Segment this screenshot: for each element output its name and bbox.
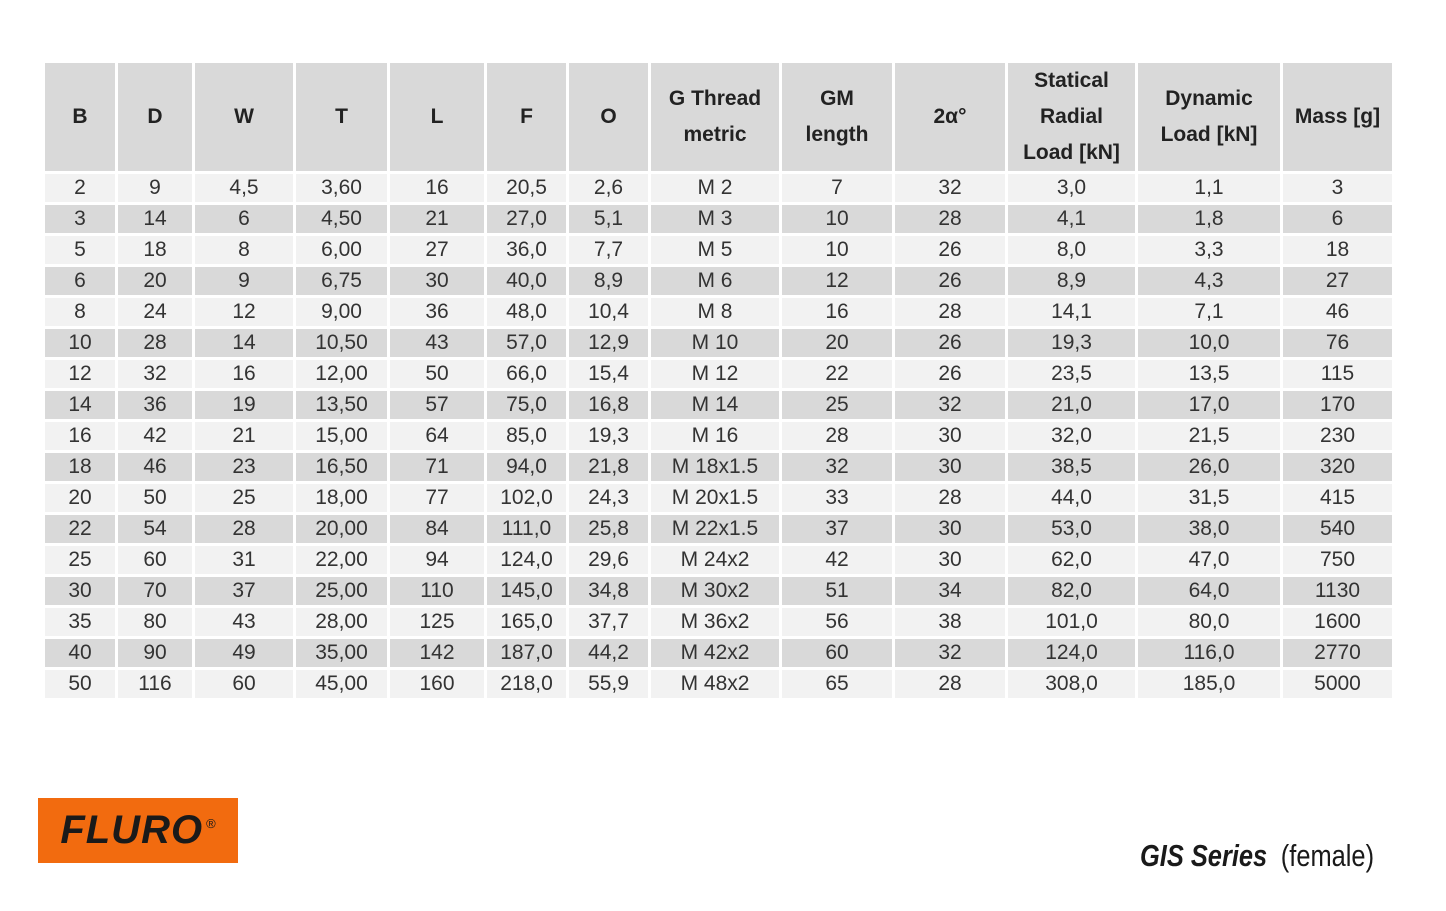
table-cell: 3,60 xyxy=(295,173,389,204)
table-cell: 85,0 xyxy=(486,421,568,452)
table-cell: 37 xyxy=(781,514,894,545)
table-cell: 142 xyxy=(389,638,486,669)
table-cell: 8,9 xyxy=(1007,266,1137,297)
table-cell: 56 xyxy=(781,607,894,638)
table-cell: 49 xyxy=(194,638,295,669)
table-row xyxy=(44,607,1394,638)
table-cell: 65 xyxy=(781,669,894,700)
column-header xyxy=(894,62,1007,173)
table-row xyxy=(44,421,1394,452)
table-cell: 46 xyxy=(1282,297,1394,328)
specification-table xyxy=(42,60,1395,701)
table-cell: 47,0 xyxy=(1137,545,1282,576)
table-cell: 110 xyxy=(389,576,486,607)
table-cell: 29,6 xyxy=(568,545,650,576)
table-cell: 28,00 xyxy=(295,607,389,638)
table-cell: 26 xyxy=(894,359,1007,390)
table-cell: M 20x1.5 xyxy=(650,483,781,514)
table-cell: 24,3 xyxy=(568,483,650,514)
table-cell: 36 xyxy=(117,390,194,421)
table-cell: 10,0 xyxy=(1137,328,1282,359)
table-cell: 48,0 xyxy=(486,297,568,328)
table-cell: 46 xyxy=(117,452,194,483)
table-cell: M 22x1.5 xyxy=(650,514,781,545)
table-row xyxy=(44,204,1394,235)
table-cell: 44,0 xyxy=(1007,483,1137,514)
column-header xyxy=(44,62,117,173)
table-cell: 40,0 xyxy=(486,266,568,297)
table-cell: 25,8 xyxy=(568,514,650,545)
table-cell: 320 xyxy=(1282,452,1394,483)
table-cell: 64,0 xyxy=(1137,576,1282,607)
column-header-line: L xyxy=(430,105,444,128)
table-cell: 21,5 xyxy=(1137,421,1282,452)
table-cell: 7,1 xyxy=(1137,297,1282,328)
table-cell: 7 xyxy=(781,173,894,204)
table-cell: 1130 xyxy=(1282,576,1394,607)
table-cell: 22 xyxy=(781,359,894,390)
table-cell: 62,0 xyxy=(1007,545,1137,576)
table-cell: 9 xyxy=(194,266,295,297)
column-header xyxy=(1137,62,1282,173)
table-cell: 185,0 xyxy=(1137,669,1282,700)
column-header xyxy=(650,62,781,173)
table-cell: 6 xyxy=(194,204,295,235)
table-cell: 18,00 xyxy=(295,483,389,514)
column-header-line: Load [kN] xyxy=(1023,141,1120,164)
table-cell: M 3 xyxy=(650,204,781,235)
table-row xyxy=(44,576,1394,607)
column-header-line: F xyxy=(520,105,533,128)
table-cell: 3 xyxy=(44,204,117,235)
table-cell: M 2 xyxy=(650,173,781,204)
table-row xyxy=(44,235,1394,266)
column-header-line: length xyxy=(805,123,869,146)
table-cell: 8 xyxy=(44,297,117,328)
table-cell: 30 xyxy=(894,452,1007,483)
table-cell: 27,0 xyxy=(486,204,568,235)
table-row xyxy=(44,297,1394,328)
table-cell: 25 xyxy=(194,483,295,514)
table-cell: 24 xyxy=(117,297,194,328)
table-cell: 10 xyxy=(781,235,894,266)
table-cell: 6,75 xyxy=(295,266,389,297)
table-cell: 28 xyxy=(894,483,1007,514)
table-cell: 101,0 xyxy=(1007,607,1137,638)
table-cell: 31 xyxy=(194,545,295,576)
table-cell: 38 xyxy=(894,607,1007,638)
table-row xyxy=(44,452,1394,483)
table-cell: 5 xyxy=(44,235,117,266)
table-cell: 18 xyxy=(117,235,194,266)
table-cell: 54 xyxy=(117,514,194,545)
table-cell: 26 xyxy=(894,328,1007,359)
column-header xyxy=(1007,62,1137,173)
table-body xyxy=(44,173,1394,700)
column-header-line: G Thread xyxy=(668,87,762,110)
table-cell: 18 xyxy=(44,452,117,483)
table-cell: 27 xyxy=(389,235,486,266)
table-cell: 57,0 xyxy=(486,328,568,359)
table-cell: 26 xyxy=(894,266,1007,297)
table-cell: 77 xyxy=(389,483,486,514)
table-cell: 9,00 xyxy=(295,297,389,328)
table-cell: 30 xyxy=(389,266,486,297)
table-cell: 57 xyxy=(389,390,486,421)
table-cell: 16 xyxy=(389,173,486,204)
table-cell: 20,5 xyxy=(486,173,568,204)
table-cell: M 24x2 xyxy=(650,545,781,576)
table-cell: 7,7 xyxy=(568,235,650,266)
table-cell: 14 xyxy=(117,204,194,235)
table-cell: 36,0 xyxy=(486,235,568,266)
table-cell: 30 xyxy=(894,421,1007,452)
table-cell: 16 xyxy=(781,297,894,328)
table-cell: 14 xyxy=(44,390,117,421)
table-cell: 12 xyxy=(781,266,894,297)
table-cell: 55,9 xyxy=(568,669,650,700)
table-cell: 60 xyxy=(194,669,295,700)
table-cell: 165,0 xyxy=(486,607,568,638)
column-header xyxy=(568,62,650,173)
table-cell: M 6 xyxy=(650,266,781,297)
table-cell: 37 xyxy=(194,576,295,607)
table-cell: 32 xyxy=(894,390,1007,421)
table-row xyxy=(44,514,1394,545)
table-cell: 26 xyxy=(894,235,1007,266)
table-cell: 750 xyxy=(1282,545,1394,576)
table-cell: 31,5 xyxy=(1137,483,1282,514)
table-cell: 4,5 xyxy=(194,173,295,204)
table-cell: 4,50 xyxy=(295,204,389,235)
table-cell: 8,9 xyxy=(568,266,650,297)
column-header-line: Load [kN] xyxy=(1160,123,1258,146)
table-cell: 10 xyxy=(781,204,894,235)
table-cell: 145,0 xyxy=(486,576,568,607)
table-cell: 20 xyxy=(781,328,894,359)
table-cell: 16 xyxy=(194,359,295,390)
table-cell: 124,0 xyxy=(1007,638,1137,669)
table-cell: 80,0 xyxy=(1137,607,1282,638)
table-cell: 70 xyxy=(117,576,194,607)
table-cell: 76 xyxy=(1282,328,1394,359)
table-cell: 53,0 xyxy=(1007,514,1137,545)
table-cell: 17,0 xyxy=(1137,390,1282,421)
table-cell: 94 xyxy=(389,545,486,576)
registered-mark: ® xyxy=(206,816,216,831)
table-cell: 9 xyxy=(117,173,194,204)
table-cell: 50 xyxy=(117,483,194,514)
table-cell: 50 xyxy=(389,359,486,390)
table-cell: 32 xyxy=(781,452,894,483)
table-cell: 14,1 xyxy=(1007,297,1137,328)
table-cell: 38,0 xyxy=(1137,514,1282,545)
table-cell: 36 xyxy=(389,297,486,328)
table-cell: 30 xyxy=(44,576,117,607)
table-cell: 80 xyxy=(117,607,194,638)
table-cell: 4,3 xyxy=(1137,266,1282,297)
table-row xyxy=(44,173,1394,204)
table-cell: 37,7 xyxy=(568,607,650,638)
table-row xyxy=(44,266,1394,297)
table-cell: 21 xyxy=(389,204,486,235)
table-cell: 3,0 xyxy=(1007,173,1137,204)
column-header-line: GM xyxy=(820,87,854,110)
table-cell: M 5 xyxy=(650,235,781,266)
column-header-line: Mass [g] xyxy=(1294,105,1381,128)
table-cell: 218,0 xyxy=(486,669,568,700)
table-cell: 540 xyxy=(1282,514,1394,545)
table-cell: 28 xyxy=(117,328,194,359)
table-cell: 34 xyxy=(894,576,1007,607)
table-cell: 82,0 xyxy=(1007,576,1137,607)
table-cell: 16,50 xyxy=(295,452,389,483)
table-cell: 28 xyxy=(894,669,1007,700)
table-cell: 22,00 xyxy=(295,545,389,576)
logo-text: FLURO xyxy=(60,808,204,852)
table-cell: 16 xyxy=(44,421,117,452)
table-cell: 21,8 xyxy=(568,452,650,483)
table-cell: 27 xyxy=(1282,266,1394,297)
table-cell: 23,5 xyxy=(1007,359,1137,390)
column-header-line: Dynamic xyxy=(1165,87,1253,110)
table-row xyxy=(44,545,1394,576)
table-cell: 2,6 xyxy=(568,173,650,204)
table-cell: 30 xyxy=(894,545,1007,576)
table-cell: 8,0 xyxy=(1007,235,1137,266)
column-header-line: O xyxy=(600,105,617,128)
table-cell: 25 xyxy=(44,545,117,576)
table-cell: 75,0 xyxy=(486,390,568,421)
table-cell: 3 xyxy=(1282,173,1394,204)
column-header-line: Statical xyxy=(1034,69,1109,92)
table-cell: 32,0 xyxy=(1007,421,1137,452)
column-header xyxy=(1282,62,1394,173)
table-cell: 20,00 xyxy=(295,514,389,545)
table-cell: 12 xyxy=(44,359,117,390)
table-cell: 12 xyxy=(194,297,295,328)
table-cell: M 42x2 xyxy=(650,638,781,669)
table-cell: 94,0 xyxy=(486,452,568,483)
table-cell: M 36x2 xyxy=(650,607,781,638)
column-header-line: metric xyxy=(683,123,747,146)
table-cell: 3,3 xyxy=(1137,235,1282,266)
column-header xyxy=(781,62,894,173)
table-cell: 15,00 xyxy=(295,421,389,452)
header-row xyxy=(44,62,1394,173)
table-cell: 21 xyxy=(194,421,295,452)
table-cell: 102,0 xyxy=(486,483,568,514)
table-cell: 6 xyxy=(1282,204,1394,235)
series-caption xyxy=(1140,838,1374,874)
table-cell: 13,5 xyxy=(1137,359,1282,390)
table-cell: 415 xyxy=(1282,483,1394,514)
table-cell: M 10 xyxy=(650,328,781,359)
table-cell: 5000 xyxy=(1282,669,1394,700)
table-cell: 43 xyxy=(389,328,486,359)
table-cell: 20 xyxy=(44,483,117,514)
table-cell: 2 xyxy=(44,173,117,204)
table-cell: 10,4 xyxy=(568,297,650,328)
column-header-line: W xyxy=(234,105,254,128)
table-cell: 308,0 xyxy=(1007,669,1137,700)
table-cell: 111,0 xyxy=(486,514,568,545)
table-cell: 64 xyxy=(389,421,486,452)
table-cell: 160 xyxy=(389,669,486,700)
table-cell: 23 xyxy=(194,452,295,483)
table-cell: 8 xyxy=(194,235,295,266)
column-header-line: B xyxy=(72,105,88,128)
table-row xyxy=(44,669,1394,700)
column-header xyxy=(117,62,194,173)
table-cell: 40 xyxy=(44,638,117,669)
table-cell: 19,3 xyxy=(568,421,650,452)
table-cell: 22 xyxy=(44,514,117,545)
table-cell: 115 xyxy=(1282,359,1394,390)
series-name: GIS Series xyxy=(1140,838,1268,873)
table-row xyxy=(44,390,1394,421)
table-cell: 42 xyxy=(781,545,894,576)
table-cell: 15,4 xyxy=(568,359,650,390)
column-header-line: T xyxy=(335,105,348,128)
table-cell: 33 xyxy=(781,483,894,514)
table-cell: 26,0 xyxy=(1137,452,1282,483)
table-cell: 5,1 xyxy=(568,204,650,235)
table-cell: 18 xyxy=(1282,235,1394,266)
column-header-line: D xyxy=(147,105,163,128)
table-cell: M 8 xyxy=(650,297,781,328)
column-header xyxy=(389,62,486,173)
table-cell: 1,8 xyxy=(1137,204,1282,235)
table-cell: 4,1 xyxy=(1007,204,1137,235)
table-cell: 50 xyxy=(44,669,117,700)
table-cell: 42 xyxy=(117,421,194,452)
fluro-logo xyxy=(38,798,238,863)
column-header xyxy=(486,62,568,173)
table-cell: 170 xyxy=(1282,390,1394,421)
table-cell: M 48x2 xyxy=(650,669,781,700)
table-cell: 13,50 xyxy=(295,390,389,421)
table-cell: 1,1 xyxy=(1137,173,1282,204)
table-row xyxy=(44,483,1394,514)
table-cell: 116,0 xyxy=(1137,638,1282,669)
table-cell: 10 xyxy=(44,328,117,359)
table-row xyxy=(44,359,1394,390)
table-row xyxy=(44,638,1394,669)
table-cell: 35 xyxy=(44,607,117,638)
table-cell: 14 xyxy=(194,328,295,359)
column-header-line: 2α° xyxy=(933,105,967,128)
column-header xyxy=(295,62,389,173)
table-cell: M 14 xyxy=(650,390,781,421)
table-cell: 10,50 xyxy=(295,328,389,359)
table-cell: 28 xyxy=(894,204,1007,235)
table-cell: 43 xyxy=(194,607,295,638)
table-cell: 12,00 xyxy=(295,359,389,390)
table-cell: 38,5 xyxy=(1007,452,1137,483)
table-cell: 51 xyxy=(781,576,894,607)
table-row xyxy=(44,328,1394,359)
table-cell: 44,2 xyxy=(568,638,650,669)
table-cell: 25,00 xyxy=(295,576,389,607)
table-cell: 30 xyxy=(894,514,1007,545)
table-cell: 28 xyxy=(194,514,295,545)
table-cell: 60 xyxy=(117,545,194,576)
table-cell: M 12 xyxy=(650,359,781,390)
table-cell: 6,00 xyxy=(295,235,389,266)
table-cell: 35,00 xyxy=(295,638,389,669)
table-cell: 32 xyxy=(894,638,1007,669)
table-cell: 90 xyxy=(117,638,194,669)
table-cell: 1600 xyxy=(1282,607,1394,638)
table-cell: M 30x2 xyxy=(650,576,781,607)
column-header-line: Radial xyxy=(1039,105,1104,128)
table-cell: 230 xyxy=(1282,421,1394,452)
column-header xyxy=(194,62,295,173)
table-cell: 21,0 xyxy=(1007,390,1137,421)
table-cell: 32 xyxy=(117,359,194,390)
table-cell: M 16 xyxy=(650,421,781,452)
table-cell: 28 xyxy=(781,421,894,452)
table-cell: 16,8 xyxy=(568,390,650,421)
table-cell: 60 xyxy=(781,638,894,669)
table-cell: 19,3 xyxy=(1007,328,1137,359)
table-cell: 20 xyxy=(117,266,194,297)
table-cell: 71 xyxy=(389,452,486,483)
table-cell: 84 xyxy=(389,514,486,545)
table-cell: 66,0 xyxy=(486,359,568,390)
table-cell: 28 xyxy=(894,297,1007,328)
table-header xyxy=(44,62,1394,173)
table-cell: 45,00 xyxy=(295,669,389,700)
table-cell: 125 xyxy=(389,607,486,638)
table-cell: 12,9 xyxy=(568,328,650,359)
table-cell: 34,8 xyxy=(568,576,650,607)
table-cell: 2770 xyxy=(1282,638,1394,669)
table-cell: 6 xyxy=(44,266,117,297)
table-cell: 25 xyxy=(781,390,894,421)
table-cell: 116 xyxy=(117,669,194,700)
table-cell: 19 xyxy=(194,390,295,421)
series-type: (female) xyxy=(1280,838,1375,873)
table-cell: 187,0 xyxy=(486,638,568,669)
table-cell: 32 xyxy=(894,173,1007,204)
table-cell: M 18x1.5 xyxy=(650,452,781,483)
table-cell: 124,0 xyxy=(486,545,568,576)
